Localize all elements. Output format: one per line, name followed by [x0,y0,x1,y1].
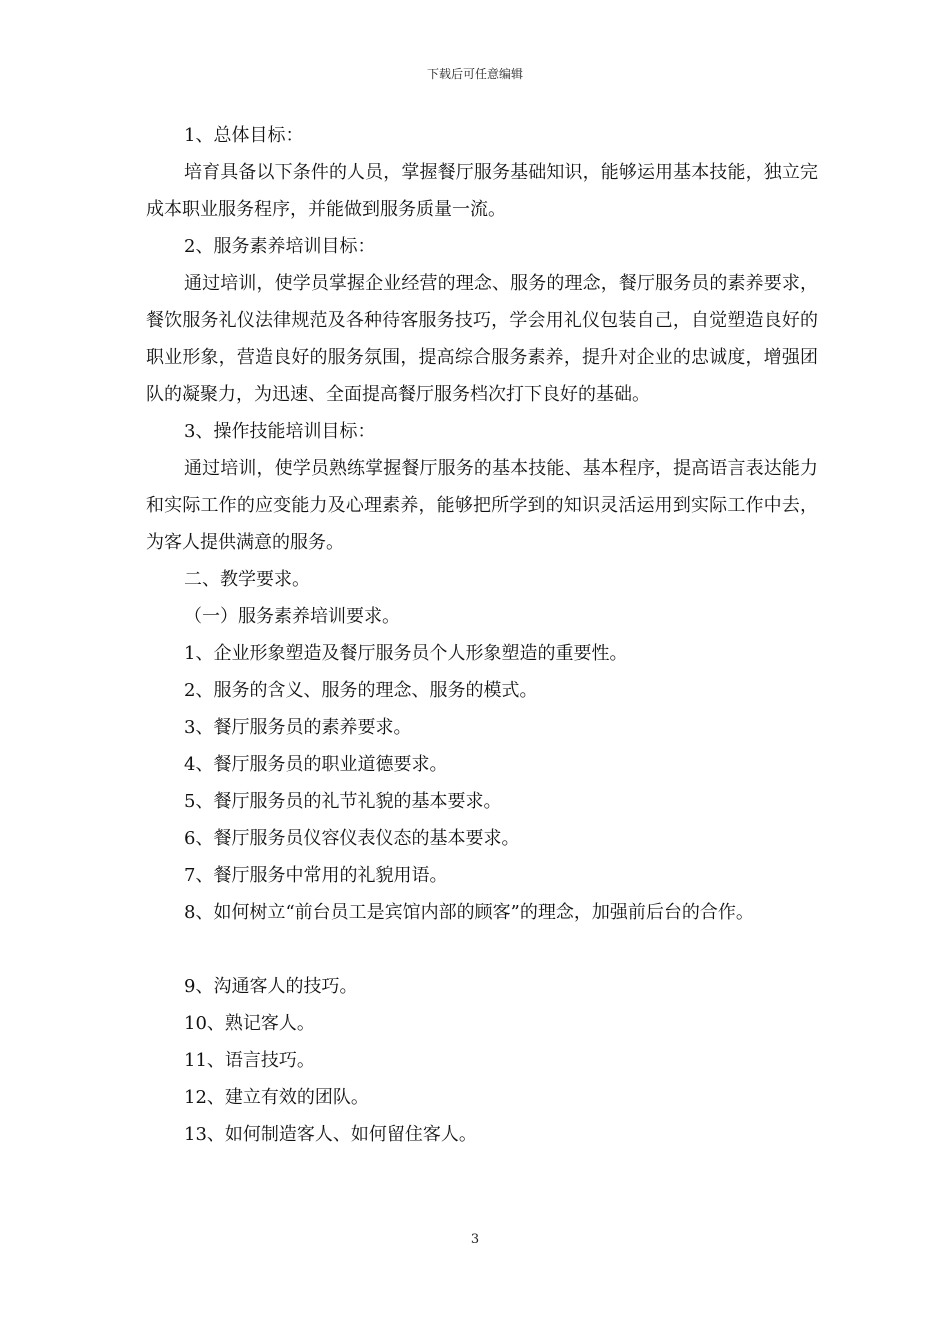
heading-skill-goal: 3、操作技能培训目标： [184,421,376,442]
heading-service-goal: 2、服务素养培训目标： [184,236,376,257]
heading-teaching-requirements: 二、教学要求。 [184,569,310,590]
list-item: 5、餐厅服务员的礼节礼貌的基本要求。 [184,791,502,812]
list-item: 8、如何树立“前台员工是宾馆内部的顾客”的理念，加强前后台的合作。 [184,902,754,923]
paragraph-skill-goal: 通过培训，使学员熟练掌握餐厅服务的基本技能、基本程序，提高语言表达能力和实际工作的应变能力及心理素养，能够把所学到的知识灵活运用到实际工作中去，为客人提供满意的服务。 [146,458,818,553]
blank-line [146,931,818,968]
list-item: 6、餐厅服务员仪容仪表仪态的基本要求。 [184,828,520,849]
heading-overall-goal: 1、总体目标： [184,125,304,146]
page-number: 3 [470,1232,480,1247]
list-item: 2、服务的含义、服务的理念、服务的模式。 [184,680,538,701]
list-item: 4、餐厅服务员的职业道德要求。 [184,754,448,775]
list-item: 12、建立有效的团队。 [184,1087,369,1108]
subheading-service-requirements: （一）服务素养培训要求。 [184,606,400,627]
list-item: 3、餐厅服务员的素养要求。 [184,717,412,738]
paragraph-overall-goal: 培育具备以下条件的人员，掌握餐厅服务基础知识，能够运用基本技能，独立完成本职业服务程序，并能做到服务质量一流。 [146,162,818,220]
list-item: 9、沟通客人的技巧。 [184,976,358,997]
page-header: 下载后可任意编辑 [426,67,523,81]
paragraph-service-goal: 通过培训，使学员掌握企业经营的理念、服务的理念，餐厅服务员的素养要求，餐饮服务礼仪法律规范及各种待客服务技巧，学会用礼仪包装自己，自觉塑造良好的职业形象，营造良好的服务氛围，提高综合服务素养，提升对企业的忠诚度，增强团队的凝聚力，为迅速、全面提高餐厅服务档次打下良好的基础。 [146,273,818,405]
list-item: 10、熟记客人。 [184,1013,315,1034]
document-body [146,117,818,1153]
list-item: 11、语言技巧。 [184,1050,315,1071]
list-item: 1、企业形象塑造及餐厅服务员个人形象塑造的重要性。 [184,643,628,664]
list-item: 7、餐厅服务中常用的礼貌用语。 [184,865,448,886]
list-item: 13、如何制造客人、如何留住客人。 [184,1124,477,1145]
